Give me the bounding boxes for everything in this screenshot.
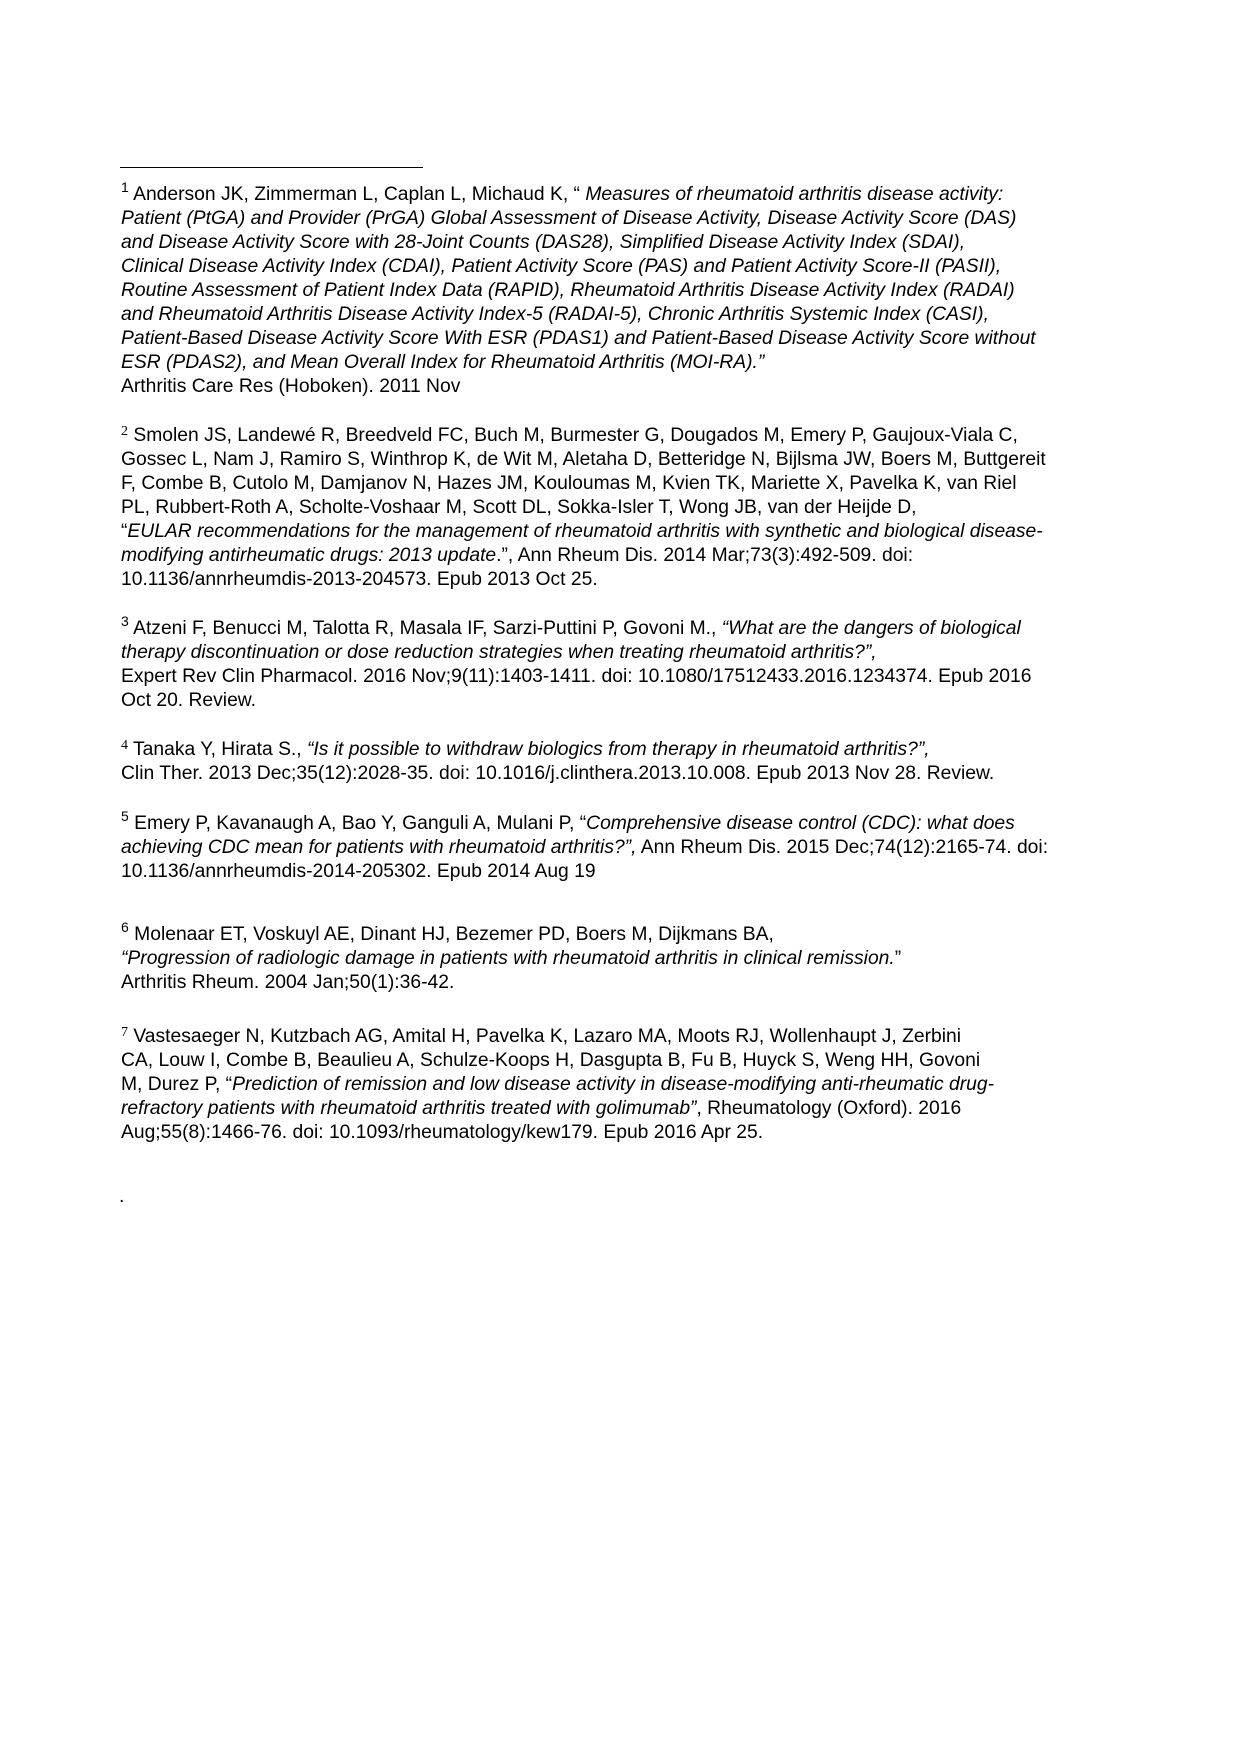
footnote-line [121, 1049, 1141, 1073]
footnote-line [121, 919, 1141, 947]
footnote-line [121, 1121, 1141, 1145]
footnote-line [121, 947, 1141, 971]
footnote-text: “ [121, 521, 128, 542]
footnote-line [121, 836, 1141, 860]
footnote-title-text: “Is it possible to withdraw biologics from therapy in rheumatoid arthritis?”, [307, 739, 930, 760]
footnote-2 [121, 424, 1141, 592]
footnote-text: Ann Rheum Dis. 2015 Dec;74(12):2165-74. doi: [636, 837, 1049, 858]
footnote-line [121, 207, 1141, 231]
footnote-line [121, 860, 1141, 884]
footnote-text: F, Combe B, Cutolo M, Damjanov N, Hazes JM, Kouloumas M, Kvien TK, Mariette X, Pavelka K, van Riel [121, 473, 1017, 494]
footnote-line [121, 568, 1141, 592]
footnote-title-text: and Disease Activity Score with 28-Joint Counts (DAS28), Simplified Disease Activity Index (SDAI), [121, 232, 966, 253]
footnote-5 [121, 808, 1141, 884]
footnote-6 [121, 919, 1141, 995]
footnote-line [121, 762, 1141, 786]
footnote-text: ” [894, 948, 902, 969]
footnote-text: Oct 20. Review. [121, 690, 257, 711]
footnote-number: 3 [121, 613, 129, 629]
footnote-line [121, 472, 1141, 496]
footnote-line [121, 613, 1141, 641]
footnote-text: Atzeni F, Benucci M, Talotta R, Masala IF, Sarzi-Puttini P, Govoni M., [128, 618, 722, 639]
footnote-number: 7 [121, 1025, 128, 1040]
footnote-title-text: “Progression of radiologic damage in patients with rheumatoid arthritis in clinical remission. [121, 948, 895, 969]
footnote-line [121, 327, 1141, 351]
footnote-text: , Rheumatology (Oxford). 2016 [696, 1098, 962, 1119]
footnote-number: 4 [121, 738, 128, 753]
footnote-3 [121, 613, 1141, 713]
footnote-text: Arthritis Rheum. 2004 Jan;50(1):36-42. [121, 972, 455, 993]
footnote-line [121, 544, 1141, 568]
footnote-title-text: and Rheumatoid Arthritis Disease Activity Index-5 (RADAI-5), Chronic Arthritis Systemic Index (CASI), [121, 304, 989, 325]
footnote-number: 5 [121, 808, 129, 824]
footnote-number: 1 [121, 179, 129, 195]
footnote-text: Aug;55(8):1466-76. doi: 10.1093/rheumatology/kew179. Epub 2016 Apr 25. [121, 1122, 764, 1143]
footnote-separator [120, 167, 423, 168]
footnote-line [121, 496, 1141, 520]
footnote-number: 2 [121, 424, 128, 439]
footnote-line [121, 448, 1141, 472]
footnote-title-text: Routine Assessment of Patient Index Data (RAPID), Rheumatoid Arthritis Disease Activity Index (RADAI) [121, 280, 1015, 301]
footnote-text: M, Durez P, “ [121, 1074, 233, 1095]
footnote-title-text: Clinical Disease Activity Index (CDAI), Patient Activity Score (PAS) and Patient Activity Score-II (PASII), [121, 256, 1002, 277]
footnote-title-text: Measures of rheumatoid arthritis disease activity: [585, 184, 1004, 205]
footnote-line [121, 179, 1141, 207]
footnote-title-text: “What are the dangers of biological [721, 618, 1021, 639]
footnote-title-text: Patient (PtGA) and Provider (PrGA) Global Assessment of Disease Activity, Disease Activity Score (DAS) [121, 208, 1017, 229]
footnote-text: Gossec L, Nam J, Ramiro S, Winthrop K, de Wit M, Aletaha D, Betteridge N, Bijlsma JW, Boers M, Buttgereit [121, 449, 1046, 470]
footnote-text: Tanaka Y, Hirata S., [128, 739, 307, 760]
footnote-line [121, 1097, 1141, 1121]
footnote-title-text: Comprehensive disease control (CDC): what does [586, 813, 1015, 834]
footnote-line [121, 279, 1141, 303]
footnote-line [121, 738, 1141, 762]
footnote-title-text: Prediction of remission and low disease activity in disease-modifying anti-rheumatic drug- [232, 1074, 995, 1095]
footnote-title-text: therapy discontinuation or dose reduction strategies when treating rheumatoid arthritis?”, [121, 642, 877, 663]
footnote-text: Arthritis Care Res (Hoboken). 2011 Nov [121, 376, 461, 397]
footnote-title-text: refractory patients with rheumatoid arthritis treated with golimumab” [121, 1098, 697, 1119]
footnote-text: Vastesaeger N, Kutzbach AG, Amital H, Pavelka K, Lazaro MA, Moots RJ, Wollenhaupt J, Zerbini [128, 1026, 962, 1047]
footnote-line [121, 351, 1141, 375]
footnote-line [121, 231, 1141, 255]
footnote-title-text: EULAR recommendations for the management of rheumatoid arthritis with synthetic and biological disease- [127, 521, 1043, 542]
trailing-mark: . [119, 1186, 125, 1207]
footnote-line [121, 255, 1141, 279]
footnote-text: Clin Ther. 2013 Dec;35(12):2028-35. doi: 10.1016/j.clinthera.2013.10.008. Epub 2013 Nov 28. Review. [121, 763, 995, 784]
footnote-text: Molenaar ET, Voskuyl AE, Dinant HJ, Bezemer PD, Boers M, Dijkmans BA, [128, 924, 774, 945]
footnote-7 [121, 1025, 1141, 1145]
footnote-text: 10.1136/annrheumdis-2014-205302. Epub 2014 Aug 19 [121, 861, 596, 882]
footnote-number: 6 [121, 919, 129, 935]
footnote-line [121, 375, 1141, 399]
footnote-text: Anderson JK, Zimmerman L, Caplan L, Michaud K, “ [128, 184, 586, 205]
footnote-text: 10.1136/annrheumdis-2013-204573. Epub 2013 Oct 25. [121, 569, 598, 590]
footnote-text: CA, Louw I, Combe B, Beaulieu A, Schulze-Koops H, Dasgupta B, Fu B, Huyck S, Weng HH, Govoni [121, 1050, 981, 1071]
footnote-title-text: ESR (PDAS2), and Mean Overall Index for Rheumatoid Arthritis (MOI-RA).” [121, 352, 765, 373]
footnote-text: Smolen JS, Landewé R, Breedveld FC, Buch M, Burmester G, Dougados M, Emery P, Gaujoux-Viala C, [128, 425, 1018, 446]
footnote-line [121, 665, 1141, 689]
footnote-line [121, 808, 1141, 836]
footnote-line [121, 303, 1141, 327]
footnote-line [121, 689, 1141, 713]
footnote-line [121, 1073, 1141, 1097]
footnote-line [121, 1025, 1141, 1049]
footnote-title-text: Patient-Based Disease Activity Score With ESR (PDAS1) and Patient-Based Disease Activity Score without [121, 328, 1036, 349]
footnote-text: PL, Rubbert-Roth A, Scholte-Voshaar M, Scott DL, Sokka-Isler T, Wong JB, van der Heijde D, [121, 497, 917, 518]
footnote-line [121, 971, 1141, 995]
footnote-line [121, 520, 1141, 544]
footnote-text: Expert Rev Clin Pharmacol. 2016 Nov;9(11):1403-1411. doi: 10.1080/17512433.2016.1234374. Epub 2016 [121, 666, 1032, 687]
footnote-title-text: achieving CDC mean for patients with rheumatoid arthritis?”, [121, 837, 637, 858]
footnote-line [121, 641, 1141, 665]
footnote-text: Emery P, Kavanaugh A, Bao Y, Ganguli A, Mulani P, “ [128, 813, 587, 834]
footnote-text: .”, Ann Rheum Dis. 2014 Mar;73(3):492-509. doi: [496, 545, 914, 566]
footnote-title-text: modifying antirheumatic drugs: 2013 update [121, 545, 497, 566]
footnote-line [121, 424, 1141, 448]
footnote-4 [121, 738, 1141, 786]
footnote-1 [121, 179, 1141, 399]
